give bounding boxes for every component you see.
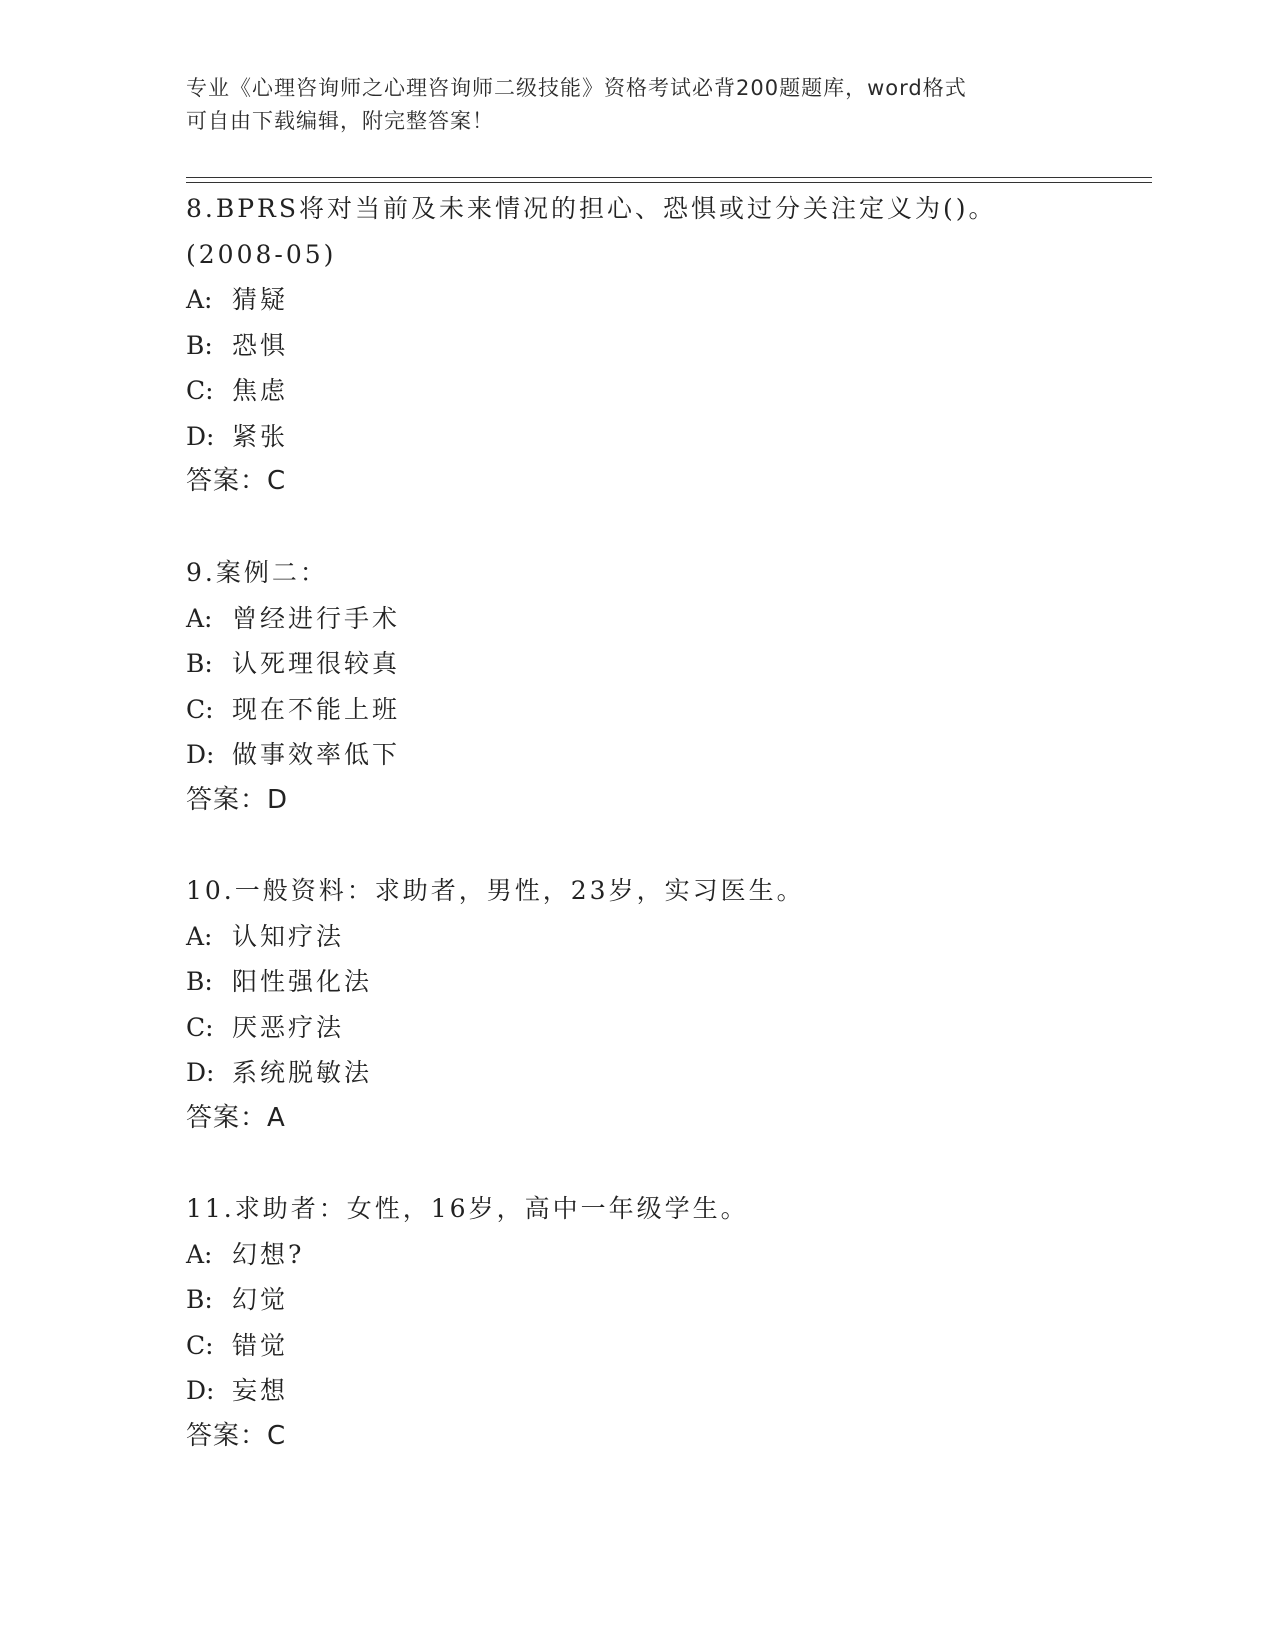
option-letter: D: <box>186 421 215 451</box>
answer-line: 答案：D <box>186 784 289 815</box>
option-letter: B: <box>186 967 213 996</box>
answer-line: 答案：C <box>186 1420 287 1451</box>
option-letter: A: <box>186 1239 213 1269</box>
answer-line: 答案：C <box>186 466 287 496</box>
option-a <box>186 1232 1146 1278</box>
option-b <box>186 959 1146 1005</box>
option-letter: C: <box>186 1330 214 1360</box>
option-letter: C: <box>186 376 214 405</box>
question-stem: 9.案例二： <box>186 558 328 587</box>
option-letter: A: <box>186 921 213 951</box>
option-letter: B: <box>186 330 213 360</box>
option-text: 幻觉 <box>232 1285 289 1314</box>
question-stem: 10.一般资料：求助者，男性，23岁，实习医生。 <box>186 876 805 905</box>
option-a <box>186 277 1146 323</box>
option-text: 厌恶疗法 <box>232 1012 345 1042</box>
header-divider-top <box>186 177 1152 178</box>
option-d <box>186 732 1146 778</box>
option-letter: B: <box>186 649 213 678</box>
option-letter: D: <box>186 1058 215 1087</box>
question-block <box>186 868 1146 1141</box>
question-stem: 11.求助者：女性，16岁，高中一年级学生。 <box>186 1194 749 1223</box>
question-stem-continued: (2008-05) <box>186 239 337 269</box>
option-text: 阳性强化法 <box>232 967 373 996</box>
option-text: 认死理很较真 <box>232 649 401 678</box>
question-block <box>186 1186 1146 1459</box>
option-text: 现在不能上班 <box>232 694 401 724</box>
option-c <box>186 687 1146 733</box>
option-text: 幻想? <box>232 1239 305 1269</box>
option-text: 曾经进行手术 <box>232 603 401 633</box>
option-text: 猜疑 <box>232 285 289 314</box>
option-d <box>186 1368 1146 1414</box>
option-b <box>186 1277 1146 1323</box>
option-d <box>186 414 1146 460</box>
header-line-2: 可自由下载编辑，附完整答案！ <box>186 109 494 133</box>
option-text: 系统脱敏法 <box>232 1058 373 1087</box>
question-stem: 8.BPRS将对当前及未来情况的担心、恐惧或过分关注定义为()。 <box>186 194 997 223</box>
option-letter: A: <box>186 603 213 633</box>
option-b <box>186 323 1146 369</box>
option-c <box>186 1005 1146 1051</box>
option-text: 认知疗法 <box>232 921 345 951</box>
option-letter: D: <box>186 1376 215 1405</box>
option-text: 错觉 <box>232 1330 289 1360</box>
header-line-1: 专业《心理咨询师之心理咨询师二级技能》资格考试必背200题题库，word格式 <box>186 76 967 100</box>
question-block <box>186 550 1146 823</box>
option-text: 焦虑 <box>232 376 289 405</box>
option-text: 紧张 <box>232 421 289 451</box>
document-header <box>186 72 1066 138</box>
option-letter: D: <box>186 740 215 769</box>
answer-line: 答案：A <box>186 1102 286 1133</box>
option-a <box>186 914 1146 960</box>
option-d <box>186 1050 1146 1096</box>
option-text: 妄想 <box>232 1376 289 1405</box>
option-text: 做事效率低下 <box>232 740 401 769</box>
option-letter: A: <box>186 285 213 314</box>
option-a <box>186 596 1146 642</box>
option-letter: C: <box>186 1012 214 1042</box>
question-block <box>186 186 1146 505</box>
option-letter: B: <box>186 1285 213 1314</box>
option-text: 恐惧 <box>232 330 289 360</box>
option-c <box>186 368 1146 414</box>
option-letter: C: <box>186 694 214 724</box>
option-b <box>186 641 1146 687</box>
header-divider-bottom <box>186 182 1152 183</box>
option-c <box>186 1323 1146 1369</box>
